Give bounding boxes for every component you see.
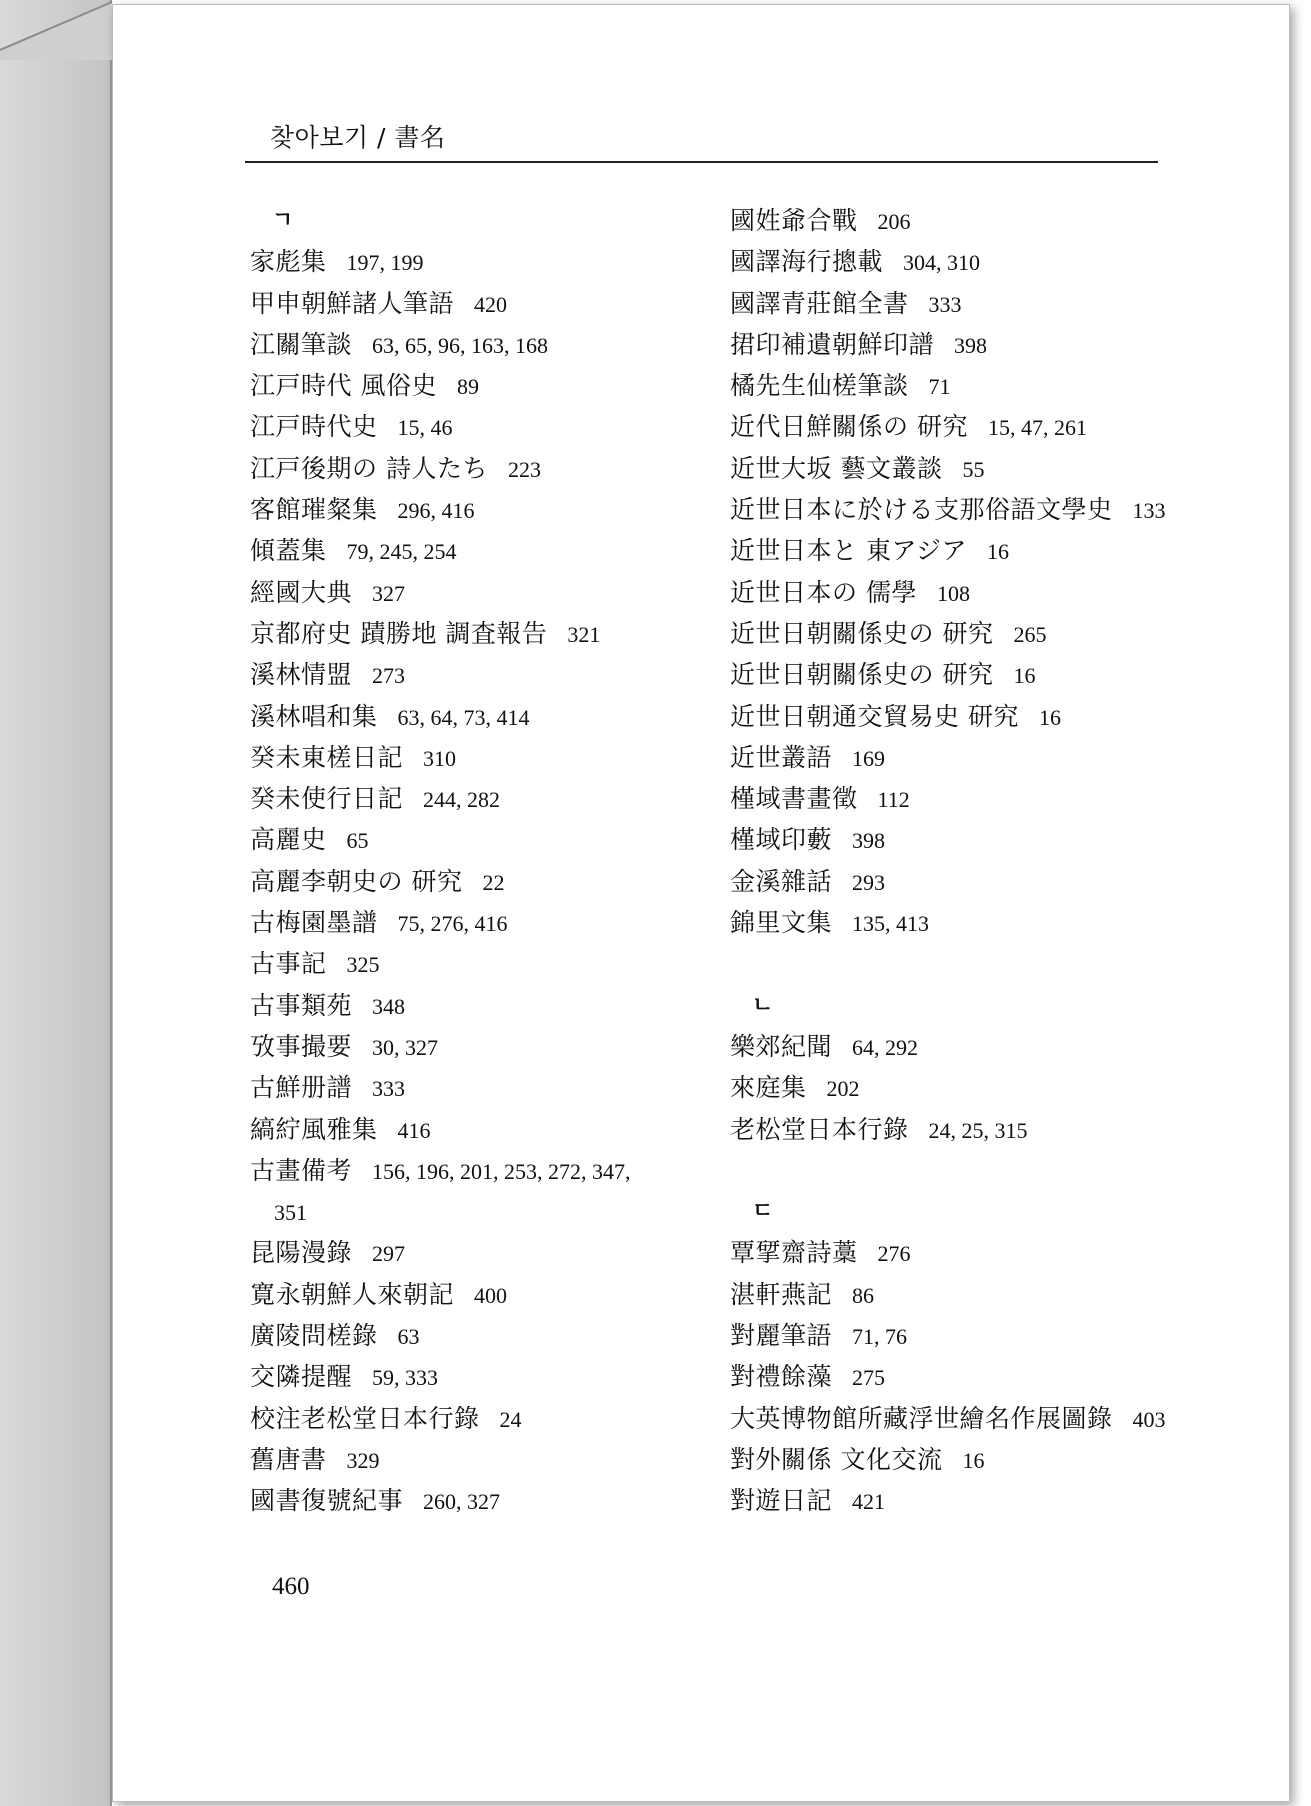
entry-page-numbers: 15, 47, 261 bbox=[987, 415, 1087, 441]
entry-title: 近世日朝關係史の 研究 bbox=[730, 618, 994, 648]
index-entry bbox=[250, 1315, 690, 1356]
index-entry bbox=[250, 283, 690, 324]
index-entry bbox=[730, 1480, 1200, 1521]
entry-title: 古事記 bbox=[250, 949, 327, 979]
entry-page-numbers: 304, 310 bbox=[903, 250, 981, 276]
index-entry bbox=[730, 696, 1200, 737]
entry-page-numbers: 55 bbox=[962, 456, 985, 482]
entry-title: 江戸時代史 bbox=[250, 412, 378, 442]
entry-page-numbers: 244, 282 bbox=[423, 787, 501, 813]
entry-page-numbers: 63, 65, 96, 163, 168 bbox=[372, 332, 549, 358]
entry-title: 國書復號紀事 bbox=[250, 1486, 404, 1516]
entry-page-numbers: 24, 25, 315 bbox=[928, 1117, 1028, 1143]
index-entry bbox=[250, 241, 690, 282]
book-spine bbox=[0, 0, 112, 1806]
entry-page-numbers: 64, 292 bbox=[852, 1034, 919, 1060]
entry-page-numbers: 59, 333 bbox=[372, 1365, 439, 1391]
entry-title: 槿域印藪 bbox=[730, 825, 833, 855]
index-entry bbox=[730, 819, 1200, 860]
entry-page-numbers: 71, 76 bbox=[852, 1324, 908, 1350]
index-entry bbox=[250, 448, 690, 489]
entry-title: 槿域書畫徵 bbox=[730, 784, 858, 814]
index-group-heading: ㄷ bbox=[752, 1199, 774, 1225]
entry-title: 來庭集 bbox=[730, 1073, 807, 1103]
index-entry bbox=[250, 324, 690, 365]
entry-page-numbers: 351 bbox=[274, 1200, 307, 1226]
entry-title: 高麗李朝史の 研究 bbox=[250, 866, 463, 896]
entry-title: 國姓爺合戰 bbox=[730, 206, 858, 235]
entry-title: 湛軒燕記 bbox=[730, 1279, 833, 1309]
entry-page-numbers: 265 bbox=[1013, 621, 1047, 647]
entry-title: 江戸後期の 詩人たち bbox=[250, 453, 488, 483]
index-entry-continuation bbox=[250, 1191, 690, 1232]
entry-title: 家彪集 bbox=[250, 247, 327, 277]
index-entry bbox=[250, 1480, 690, 1521]
index-entry bbox=[250, 1026, 690, 1067]
entry-title: 老松堂日本行錄 bbox=[730, 1114, 909, 1144]
entry-page-numbers: 108 bbox=[936, 580, 970, 606]
entry-title: 古鮮册譜 bbox=[250, 1073, 353, 1103]
entry-page-numbers: 133 bbox=[1132, 498, 1166, 524]
entry-page-numbers: 416 bbox=[397, 1117, 431, 1143]
entry-page-numbers: 197, 199 bbox=[346, 250, 424, 276]
entry-page-numbers: 16 bbox=[986, 539, 1009, 565]
entry-title: 溪林情盟 bbox=[250, 660, 353, 690]
index-group-heading: ㄴ bbox=[752, 992, 774, 1018]
entry-title: 癸未使行日記 bbox=[250, 784, 404, 814]
group-spacer bbox=[730, 943, 1200, 984]
index-entry bbox=[250, 1150, 690, 1191]
index-entry bbox=[250, 572, 690, 613]
index-entry bbox=[730, 1315, 1200, 1356]
index-entry bbox=[730, 737, 1200, 778]
entry-title: 近世日本の 儒學 bbox=[730, 577, 917, 607]
entry-title: 傾蓋集 bbox=[250, 536, 327, 566]
index-group-heading: ㄱ bbox=[272, 208, 294, 233]
index-entry bbox=[730, 1274, 1200, 1315]
index-entry bbox=[250, 1398, 690, 1439]
entry-page-numbers: 260, 327 bbox=[423, 1489, 501, 1515]
entry-title: 橘先生仙槎筆談 bbox=[730, 371, 909, 401]
entry-title: 對外關係 文化交流 bbox=[730, 1444, 943, 1474]
entry-title: 昆陽漫錄 bbox=[250, 1238, 353, 1268]
index-entry bbox=[730, 1067, 1200, 1108]
entry-title: 舊唐書 bbox=[250, 1444, 327, 1474]
index-entry bbox=[250, 613, 690, 654]
entry-page-numbers: 275 bbox=[852, 1365, 886, 1391]
entry-title: 對禮餘藻 bbox=[730, 1362, 833, 1392]
entry-page-numbers: 75, 276, 416 bbox=[397, 911, 508, 937]
entry-title: 攷事撮要 bbox=[250, 1031, 353, 1061]
index-entry bbox=[730, 613, 1200, 654]
right-column bbox=[730, 200, 1200, 1522]
entry-page-numbers: 112 bbox=[877, 787, 910, 813]
entry-title: 捃印補遺朝鮮印譜 bbox=[730, 329, 935, 359]
index-entry bbox=[730, 861, 1200, 902]
entry-page-numbers: 63, 64, 73, 414 bbox=[397, 704, 530, 730]
entry-page-numbers: 89 bbox=[456, 374, 479, 400]
entry-title: 大英博物館所藏浮世繪名作展圖錄 bbox=[730, 1403, 1113, 1433]
entry-page-numbers: 22 bbox=[482, 869, 505, 895]
index-entry bbox=[730, 1026, 1200, 1067]
index-entry bbox=[250, 696, 690, 737]
entry-title: 近世日本に於ける支那俗語文學史 bbox=[730, 495, 1113, 525]
index-entry bbox=[730, 489, 1200, 530]
index-entry bbox=[250, 1067, 690, 1108]
entry-page-numbers: 293 bbox=[852, 869, 886, 895]
index-entry bbox=[250, 1109, 690, 1150]
entry-title: 江關筆談 bbox=[250, 329, 353, 359]
entry-title: 校注老松堂日本行錄 bbox=[250, 1403, 480, 1433]
entry-page-numbers: 421 bbox=[852, 1489, 886, 1515]
entry-title: 癸未東槎日記 bbox=[250, 742, 404, 772]
entry-title: 高麗史 bbox=[250, 825, 327, 855]
index-entry bbox=[250, 902, 690, 943]
index-entry bbox=[730, 200, 1200, 241]
left-column bbox=[250, 200, 690, 1522]
index-entry bbox=[730, 1356, 1200, 1397]
entry-page-numbers: 65 bbox=[346, 828, 369, 854]
entry-page-numbers: 420 bbox=[474, 291, 508, 317]
entry-page-numbers: 71 bbox=[928, 374, 951, 400]
index-entry bbox=[250, 654, 690, 695]
entry-page-numbers: 273 bbox=[372, 663, 406, 689]
entry-page-numbers: 30, 327 bbox=[372, 1034, 439, 1060]
entry-page-numbers: 321 bbox=[567, 621, 601, 647]
index-entry bbox=[730, 1232, 1200, 1273]
entry-page-numbers: 156, 196, 201, 253, 272, 347, bbox=[372, 1158, 631, 1184]
entry-page-numbers: 403 bbox=[1132, 1406, 1166, 1432]
entry-title: 交隣提醒 bbox=[250, 1362, 353, 1392]
index-entry bbox=[250, 737, 690, 778]
entry-page-numbers: 16 bbox=[1038, 704, 1061, 730]
entry-page-numbers: 206 bbox=[877, 209, 911, 234]
index-entry bbox=[730, 572, 1200, 613]
entry-page-numbers: 333 bbox=[372, 1076, 406, 1102]
entry-page-numbers: 398 bbox=[852, 828, 886, 854]
index-entry bbox=[250, 861, 690, 902]
entry-page-numbers: 325 bbox=[346, 952, 380, 978]
index-entry bbox=[250, 819, 690, 860]
entry-title: 樂郊紀聞 bbox=[730, 1031, 833, 1061]
entry-page-numbers: 276 bbox=[877, 1241, 911, 1267]
index-entry bbox=[250, 943, 690, 984]
entry-title: 覃揅齋詩藁 bbox=[730, 1238, 858, 1268]
entry-page-numbers: 400 bbox=[474, 1282, 508, 1308]
entry-title: 近世日朝關係史の 研究 bbox=[730, 660, 994, 690]
entry-title: 近世叢語 bbox=[730, 742, 833, 772]
index-entry bbox=[250, 1232, 690, 1273]
entry-title: 近代日鮮關係の 研究 bbox=[730, 412, 968, 442]
entry-page-numbers: 15, 46 bbox=[397, 415, 453, 441]
index-entry bbox=[730, 654, 1200, 695]
entry-page-numbers: 24 bbox=[499, 1406, 522, 1432]
entry-title: 江戸時代 風俗史 bbox=[250, 371, 437, 401]
entry-page-numbers: 135, 413 bbox=[852, 911, 930, 937]
entry-title: 國譯青莊館全書 bbox=[730, 288, 909, 318]
entry-page-numbers: 296, 416 bbox=[397, 498, 475, 524]
index-entry bbox=[730, 1398, 1200, 1439]
entry-title: 古梅園墨譜 bbox=[250, 908, 378, 938]
entry-page-numbers: 310 bbox=[423, 745, 457, 771]
entry-title: 對麗筆語 bbox=[730, 1321, 833, 1351]
index-entry bbox=[730, 778, 1200, 819]
entry-page-numbers: 63 bbox=[397, 1324, 420, 1350]
index-entry bbox=[250, 489, 690, 530]
index-entry bbox=[250, 530, 690, 571]
entry-page-numbers: 327 bbox=[372, 580, 406, 606]
entry-page-numbers: 79, 245, 254 bbox=[346, 539, 457, 565]
index-entry bbox=[730, 1109, 1200, 1150]
index-entry bbox=[250, 1356, 690, 1397]
index-entry bbox=[730, 902, 1200, 943]
entry-page-numbers: 16 bbox=[1013, 663, 1036, 689]
entry-title: 對遊日記 bbox=[730, 1486, 833, 1516]
entry-page-numbers: 223 bbox=[507, 456, 541, 482]
entry-title: 廣陵問槎錄 bbox=[250, 1321, 378, 1351]
entry-title: 國譯海行摠載 bbox=[730, 247, 884, 277]
index-entry bbox=[250, 365, 690, 406]
entry-page-numbers: 348 bbox=[372, 993, 406, 1019]
entry-title: 錦里文集 bbox=[730, 908, 833, 938]
entry-title: 溪林唱和集 bbox=[250, 701, 378, 731]
entry-title: 經國大典 bbox=[250, 577, 353, 607]
entry-title: 金溪雜話 bbox=[730, 866, 833, 896]
index-entry bbox=[730, 241, 1200, 282]
entry-title: 近世日朝通交貿易史 研究 bbox=[730, 701, 1019, 731]
entry-title: 古事類苑 bbox=[250, 990, 353, 1020]
index-entry bbox=[730, 1439, 1200, 1480]
entry-title: 近世日本と 東アジア bbox=[730, 536, 967, 566]
entry-title: 客館璀粲集 bbox=[250, 495, 378, 525]
index-entry bbox=[730, 448, 1200, 489]
entry-page-numbers: 202 bbox=[826, 1076, 860, 1102]
index-entry bbox=[730, 530, 1200, 571]
entry-page-numbers: 169 bbox=[852, 745, 886, 771]
entry-page-numbers: 297 bbox=[372, 1241, 406, 1267]
entry-page-numbers: 86 bbox=[852, 1282, 875, 1308]
entry-page-numbers: 16 bbox=[962, 1447, 985, 1473]
entry-title: 寛永朝鮮人來朝記 bbox=[250, 1279, 455, 1309]
index-entry bbox=[730, 406, 1200, 447]
page-number: 460 bbox=[272, 1573, 310, 1600]
group-spacer bbox=[730, 1150, 1200, 1191]
page-header-title: 찾아보기 / 書名 bbox=[270, 123, 446, 152]
entry-title: 縞紵風雅集 bbox=[250, 1114, 378, 1144]
index-entry bbox=[730, 283, 1200, 324]
entry-page-numbers: 329 bbox=[346, 1447, 380, 1473]
index-entry bbox=[730, 365, 1200, 406]
header-rule bbox=[245, 161, 1158, 163]
entry-page-numbers: 333 bbox=[928, 291, 962, 317]
index-entry bbox=[250, 778, 690, 819]
entry-title: 古畫備考 bbox=[250, 1155, 353, 1185]
index-entry bbox=[250, 1274, 690, 1315]
entry-title: 近世大坂 藝文叢談 bbox=[730, 453, 943, 483]
index-entry bbox=[250, 1439, 690, 1480]
index-entry bbox=[250, 406, 690, 447]
index-entry bbox=[730, 324, 1200, 365]
entry-page-numbers: 398 bbox=[954, 332, 988, 358]
entry-title: 甲申朝鮮諸人筆語 bbox=[250, 288, 455, 318]
index-entry bbox=[250, 985, 690, 1026]
entry-title: 京都府史 蹟勝地 調査報告 bbox=[250, 618, 548, 648]
